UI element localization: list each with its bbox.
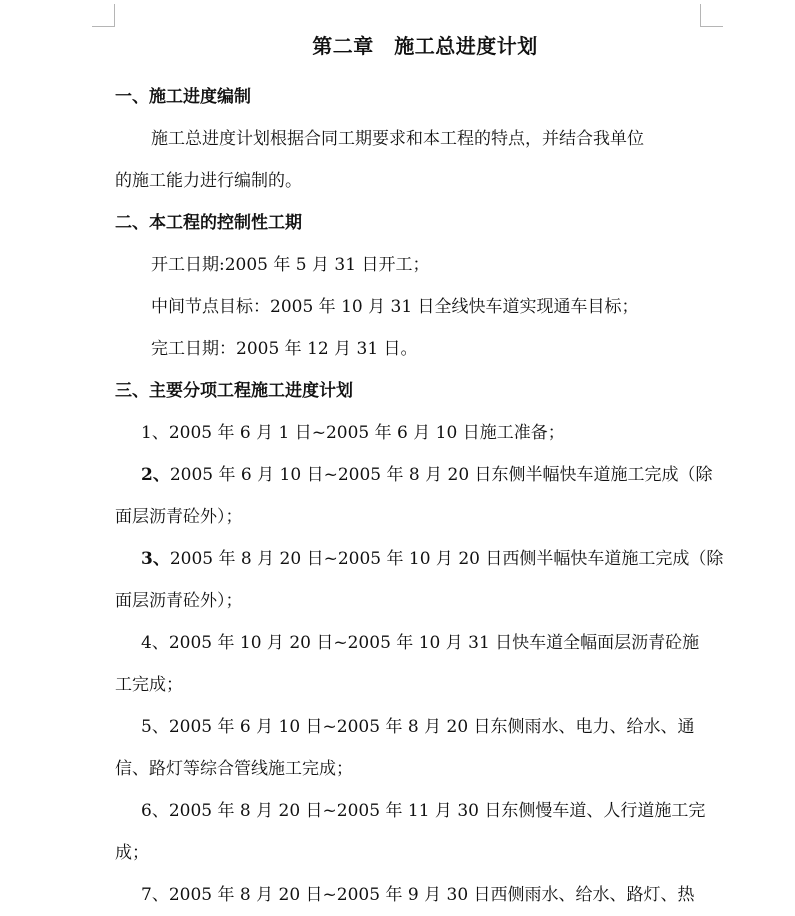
item-text: 2005 年 6 月 10 日~2005 年 8 月 20 日东侧半幅快车道施工完成（除 — [169, 465, 713, 485]
item-continuation: 工完成； — [115, 675, 183, 695]
milestone-mid: 中间节点目标：2005 年 10 月 31 日全线快车道实现通车目标； — [151, 297, 639, 317]
item-number: 4、 — [141, 633, 169, 653]
item-number: 1、 — [141, 423, 169, 443]
section-heading-2: 二、本工程的控制性工期 — [115, 213, 302, 233]
item-text: 2005 年 8 月 20 日~2005 年 9 月 30 日西侧雨水、给水、路灯、热 — [168, 885, 695, 905]
list-item — [115, 790, 705, 832]
item-number: 3、 — [141, 549, 170, 569]
milestone-start: 开工日期:2005 年 5 月 31 日开工； — [151, 255, 430, 275]
item-text: 2005 年 10 月 20 日~2005 年 10 月 31 日快车道全幅面层沥青砼施 — [168, 633, 700, 653]
list-item — [115, 622, 705, 664]
list-item — [115, 454, 713, 496]
item-continuation: 面层沥青砼外）； — [115, 591, 243, 611]
item-number: 2、 — [141, 465, 170, 485]
list-item — [115, 874, 705, 916]
section-heading-3: 三、主要分项工程施工进度计划 — [115, 381, 353, 401]
item-continuation: 面层沥青砼外）； — [115, 507, 243, 527]
crop-mark-top-left — [92, 4, 115, 27]
item-text: 2005 年 8 月 20 日~2005 年 10 月 20 日西侧半幅快车道施工完成（除 — [169, 549, 724, 569]
item-continuation: 信、路灯等综合管线施工完成； — [115, 759, 353, 779]
item-continuation: 成； — [115, 843, 149, 863]
item-text: 2005 年 6 月 10 日~2005 年 8 月 20 日东侧雨水、电力、给水、通 — [168, 717, 695, 737]
milestone-end: 完工日期：2005 年 12 月 31 日。 — [151, 339, 418, 359]
item-text: 2005 年 8 月 20 日~2005 年 11 月 30 日东侧慢车道、人行道施工完 — [168, 801, 706, 821]
chapter-title: 第二章 施工总进度计划 — [312, 34, 538, 58]
list-item — [115, 412, 705, 454]
item-number: 5、 — [141, 717, 169, 737]
list-item — [115, 538, 724, 580]
paragraph-line: 的施工能力进行编制的。 — [115, 171, 302, 191]
section-heading-1: 一、施工进度编制 — [115, 87, 251, 107]
item-text: 2005 年 6 月 1 日~2005 年 6 月 10 日施工准备； — [168, 423, 565, 443]
paragraph-line: 施工总进度计划根据合同工期要求和本工程的特点，并结合我单位 — [151, 129, 644, 149]
item-number: 6、 — [141, 801, 169, 821]
list-item — [115, 706, 705, 748]
item-number: 7、 — [141, 885, 169, 905]
document-body — [115, 76, 724, 916]
crop-mark-top-right — [700, 4, 723, 27]
